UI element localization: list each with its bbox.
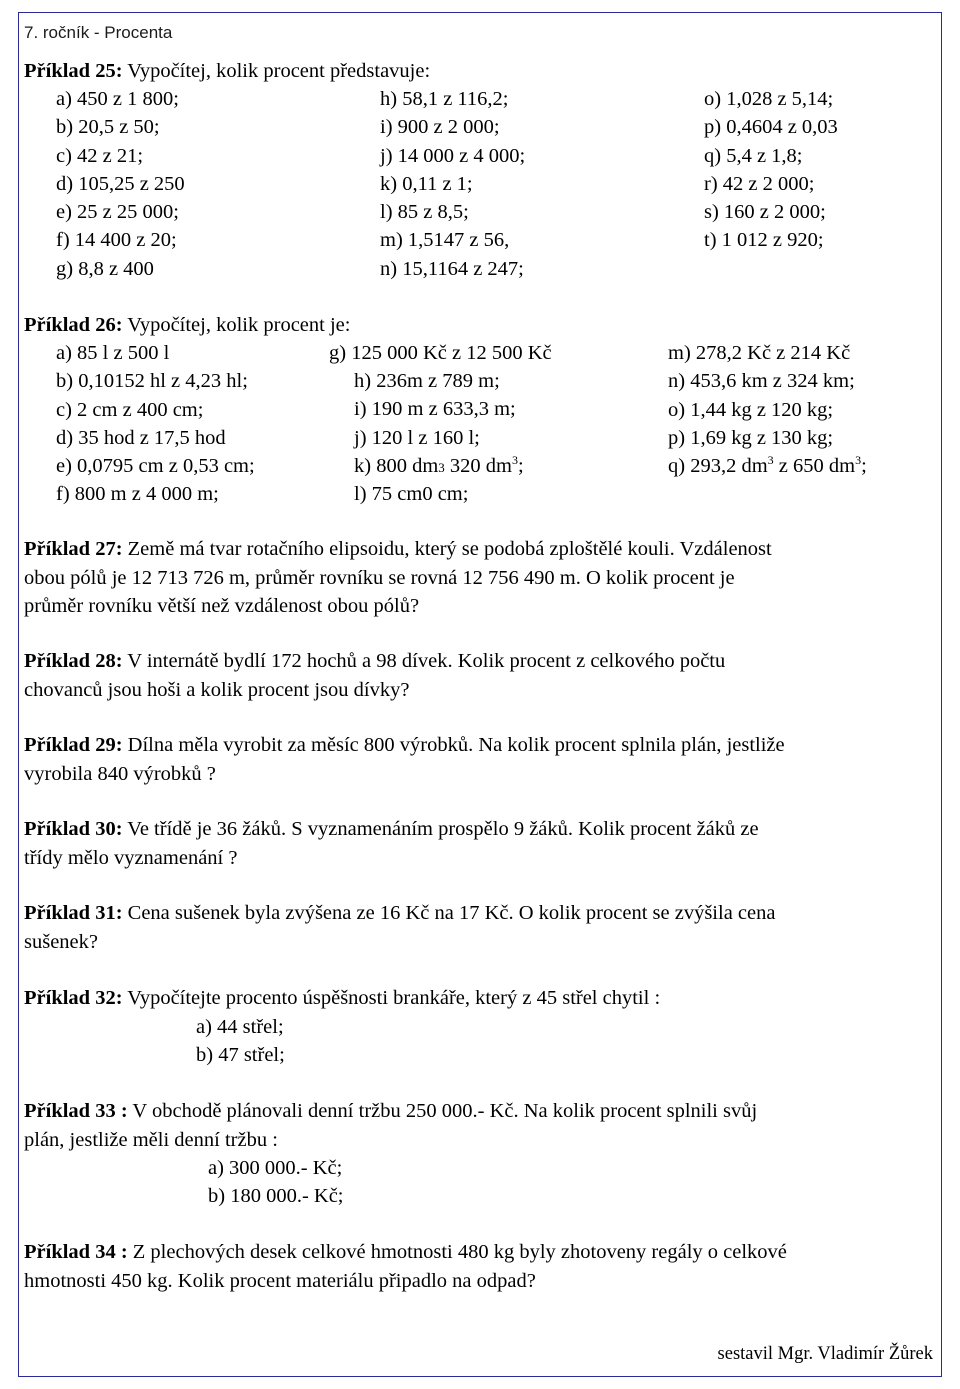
list-item: t) 1 012 z 920; xyxy=(704,229,824,252)
exercise-31: Příklad 31: Cena sušenek byla zvýšena ze 16 Kč na 17 Kč. O kolik procent se zvýšila cena sušenek? xyxy=(24,902,776,953)
list-item: o) 1,44 kg z 120 kg; xyxy=(668,398,834,421)
list-item: n) 15,1164 z 247; xyxy=(380,257,524,280)
exercise-26-text: Vypočítej, kolik procent je: xyxy=(122,314,351,336)
list-item: r) 42 z 2 000; xyxy=(704,172,815,195)
list-item: b) 0,10152 hl z 4,23 hl; xyxy=(56,370,248,393)
exercise-32-items xyxy=(196,1013,285,1070)
exercise-25-heading xyxy=(24,57,430,86)
list-item: o) 1,028 z 5,14; xyxy=(704,88,834,110)
list-item: a) 44 střel; xyxy=(196,1016,284,1038)
list-item: f) 800 m z 4 000 m; xyxy=(56,483,219,506)
exercise-32: Příklad 32: Vypočítejte procento úspěšnosti brankáře, který z 45 střel chytil : xyxy=(24,987,661,1009)
list-item: p) 1,69 kg z 130 kg; xyxy=(668,426,834,449)
exercise-26-column-3 xyxy=(668,339,867,480)
list-item: g) 125 000 Kč z 12 500 Kč xyxy=(329,342,552,364)
author-credit: sestavil Mgr. Vladimír Žůrek xyxy=(717,1344,933,1364)
list-item: d) 35 hod z 17,5 hod xyxy=(56,426,226,449)
list-item: s) 160 z 2 000; xyxy=(704,201,826,224)
exercise-25-text: Vypočítej, kolik procent představuje: xyxy=(122,60,431,82)
exercise-26-column-2a xyxy=(329,339,552,367)
list-item: d) 105,25 z 250 xyxy=(56,172,185,195)
list-item: n) 453,6 km z 324 km; xyxy=(668,370,855,393)
list-item: b) 20,5 z 50; xyxy=(56,116,160,139)
list-item: a) 85 l z 500 l xyxy=(56,342,170,364)
exercise-26-column-2b xyxy=(354,367,524,508)
list-item: e) 25 z 25 000; xyxy=(56,201,179,224)
list-item: c) 2 cm z 400 cm; xyxy=(56,398,204,421)
exercise-33: Příklad 33 : V obchodě plánovali denní tržbu 250 000.- Kč. Na kolik procent splnili svůj plán, jestliže měli denní tržbu : xyxy=(24,1100,758,1151)
exercise-25-label: Příklad 25: xyxy=(24,60,123,82)
exercise-33-label: Příklad 33 : xyxy=(24,1100,128,1122)
exercise-25-column-2 xyxy=(380,85,525,283)
list-item: h) 58,1 z 116,2; xyxy=(380,88,509,110)
page-header: 7. ročník - Procenta xyxy=(24,23,173,42)
exercise-27: Příklad 27: Země má tvar rotačního elipsoidu, který se podobá zploštělé kouli. Vzdálenost obou pólů je 12 713 726 m, průměr rovníku se rovná 12 756 490 m. O kolik procent je průměr rovníku větší než vzdálenost obou pólů? xyxy=(24,538,772,617)
list-item: i) 190 m z 633,3 m; xyxy=(354,398,516,421)
list-item: c) 42 z 21; xyxy=(56,144,144,167)
exercise-28-label: Příklad 28: xyxy=(24,650,123,672)
list-item: p) 0,4604 z 0,03 xyxy=(704,116,838,139)
list-item: m) 278,2 Kč z 214 Kč xyxy=(668,342,851,364)
list-item: g) 8,8 z 400 xyxy=(56,257,154,280)
list-item: l) 85 z 8,5; xyxy=(380,201,469,224)
exercise-26-heading xyxy=(24,311,350,340)
exercise-29-label: Příklad 29: xyxy=(24,734,123,756)
exercise-26-column-1 xyxy=(56,339,255,509)
exercise-33-items xyxy=(208,1154,344,1211)
list-item: k) 0,11 z 1; xyxy=(380,172,473,195)
exercise-26-label: Příklad 26: xyxy=(24,314,123,336)
list-item: k) 800 dm3 320 $dm^3$; xyxy=(354,452,524,477)
list-item: a) 300 000.- Kč; xyxy=(208,1157,343,1179)
exercise-34: Příklad 34 : Z plechových desek celkové hmotnosti 480 kg byly zhotoveny regály o celkové hmotnosti 450 kg. Kolik procent materiálu připadlo na odpad? xyxy=(24,1241,787,1292)
exercise-29: Příklad 29: Dílna měla vyrobit za měsíc 800 výrobků. Na kolik procent splnila plán, jestliže vyrobila 840 výrobků ? xyxy=(24,734,785,785)
page-frame xyxy=(18,12,942,1377)
list-item: h) 236m z 789 m; xyxy=(354,370,500,392)
list-item: j) 14 000 z 4 000; xyxy=(380,144,526,167)
list-item: f) 14 400 z 20; xyxy=(56,229,177,252)
exercise-25-column-3 xyxy=(704,85,838,255)
exercise-32-label: Příklad 32: xyxy=(24,987,123,1009)
exercise-30-label: Příklad 30: xyxy=(24,818,123,840)
list-item: b) 47 střel; xyxy=(196,1044,285,1067)
exercise-34-label: Příklad 34 : xyxy=(24,1241,128,1263)
exercise-28: Příklad 28: V internátě bydlí 172 hochů a 98 dívek. Kolik procent z celkového počtu chovanců jsou hoši a kolik procent jsou dívky? xyxy=(24,650,726,701)
list-item: q) 293,2 $dm^3$ z 650 $dm^3$; xyxy=(668,453,867,478)
list-item: m) 1,5147 z 56, xyxy=(380,229,510,252)
list-item: l) 75 cm0 cm; xyxy=(354,483,469,506)
list-item: e) 0,0795 cm z 0,53 cm; xyxy=(56,455,255,478)
exercise-30: Příklad 30: Ve třídě je 36 žáků. S vyznamenáním prospělo 9 žáků. Kolik procent žáků ze třídy mělo vyznamenání ? xyxy=(24,818,759,869)
exercise-27-label: Příklad 27: xyxy=(24,538,123,560)
list-item: j) 120 l z 160 l; xyxy=(354,426,480,449)
exercise-25-column-1 xyxy=(56,85,185,283)
list-item: b) 180 000.- Kč; xyxy=(208,1185,344,1208)
list-item: i) 900 z 2 000; xyxy=(380,116,500,139)
list-item: a) 450 z 1 800; xyxy=(56,88,179,110)
list-item: q) 5,4 z 1,8; xyxy=(704,144,803,167)
exercise-31-label: Příklad 31: xyxy=(24,902,123,924)
